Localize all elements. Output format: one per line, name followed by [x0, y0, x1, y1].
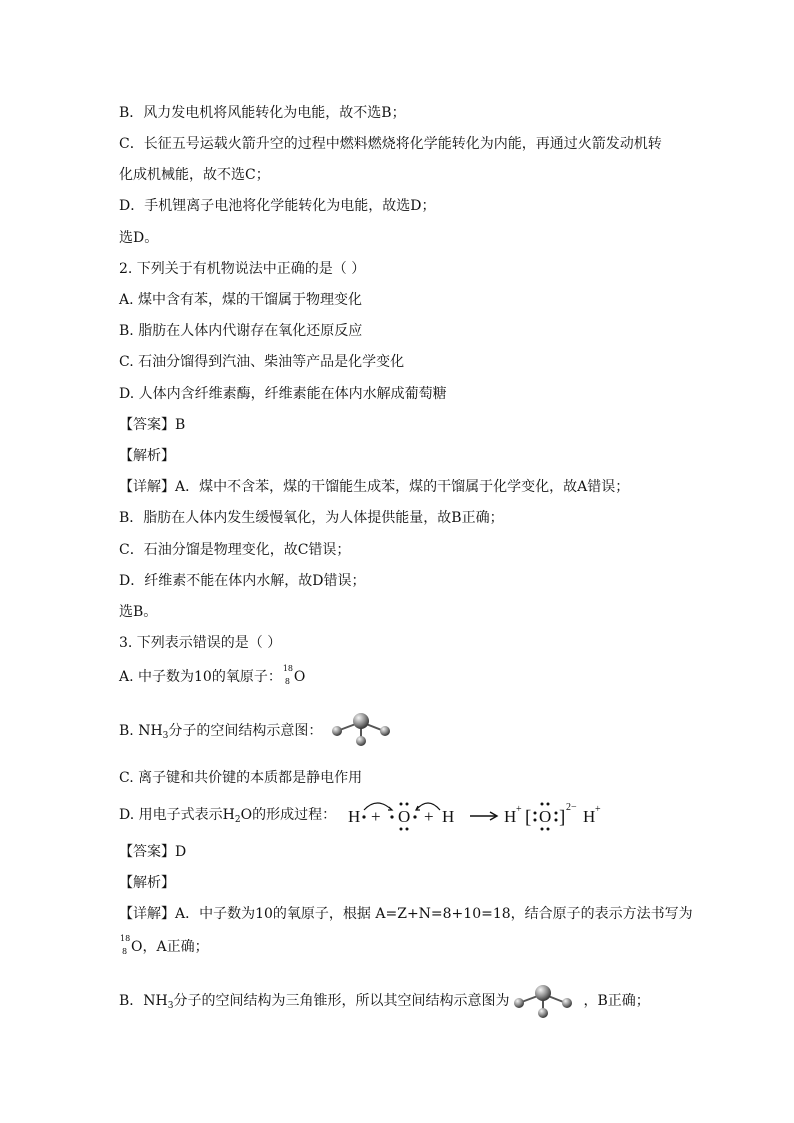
- electron-dot: [390, 815, 393, 818]
- product-o: O: [539, 807, 552, 826]
- reactant-h: H: [442, 807, 455, 826]
- electron-dot: [534, 812, 537, 815]
- analysis-label: 【解析】: [119, 875, 175, 891]
- atomic-number: 8: [122, 947, 128, 956]
- subscript: 2: [234, 815, 241, 825]
- formula: NH: [138, 723, 163, 739]
- element-symbol: O: [293, 669, 306, 685]
- h-atom: [562, 998, 572, 1008]
- electron-dot: [413, 815, 416, 818]
- mass-number: 18: [120, 934, 131, 943]
- option-text: A. 中子数为10的氧原子：: [119, 669, 282, 685]
- formula: H: [222, 807, 235, 823]
- option-a: A. 煤中含有苯，煤的干馏属于物理变化: [119, 292, 363, 308]
- superscript: +: [595, 804, 601, 815]
- h-atom: [356, 736, 366, 746]
- text-line: 化成机械能，故不选C；: [119, 167, 270, 183]
- plus-sign: +: [424, 807, 434, 826]
- option-b: [119, 722, 322, 745]
- subscript: 3: [162, 731, 169, 741]
- electron-dot-formation: [344, 796, 614, 836]
- electron-dot: [547, 803, 550, 806]
- analysis-label: 【解析】: [119, 448, 175, 464]
- h-atom: [538, 1008, 548, 1018]
- question-2: 2. 下列关于有机物说法中正确的是（ ）: [119, 261, 366, 277]
- element-symbol: O: [131, 939, 143, 955]
- detail-line: 【详解】A．煤中不含苯，煤的干馏能生成苯，煤的干馏属于化学变化，故A错误；: [119, 479, 630, 495]
- nh3-molecule-model: [326, 710, 396, 748]
- option-a: [119, 664, 306, 686]
- electron-dot: [555, 812, 558, 815]
- h-atom: [332, 726, 342, 736]
- detail-text: 分子的空间结构为三角锥形，所以其空间结构示意图为: [173, 993, 510, 1009]
- subscript: 3: [167, 1001, 174, 1011]
- detail-line: B．脂肪在人体内发生缓慢氧化，为人体提供能量，故B正确；: [119, 510, 504, 526]
- nh3-molecule-model: [508, 982, 578, 1020]
- option-prefix: B.: [119, 723, 139, 739]
- detail-line: [119, 934, 209, 956]
- text-line: C．长征五号运载火箭升空的过程中燃料燃烧将化学能转化为内能，再通过火箭发动机转: [119, 136, 662, 152]
- electron-dot: [406, 803, 409, 806]
- option-text: 的形成过程：: [252, 807, 337, 823]
- isotope-notation: [282, 664, 294, 686]
- h-atom: [380, 726, 390, 736]
- electron-dot: [534, 819, 537, 822]
- answer-label: 【答案】B: [119, 417, 186, 433]
- electron-dot: [541, 803, 544, 806]
- electron-dot: [541, 828, 544, 831]
- option-b: B. 脂肪在人体内代谢存在氧化还原反应: [119, 323, 363, 339]
- mass-number: 18: [282, 664, 294, 673]
- atomic-number: 8: [284, 677, 290, 686]
- electron-dot: [547, 828, 550, 831]
- electron-dot: [362, 815, 365, 818]
- text-line: B．风力发电机将风能转化为电能，故不选B；: [119, 105, 406, 121]
- reactant-o: O: [398, 807, 411, 826]
- electron-dot: [400, 828, 403, 831]
- option-c: C. 离子键和共价键的本质都是静电作用: [119, 770, 363, 786]
- option-d: D. 人体内含纤维素酶，纤维素能在体内水解成葡萄糖: [119, 386, 447, 402]
- product-h: H: [583, 807, 596, 826]
- plus-sign: +: [371, 807, 381, 826]
- reactant-h: H: [348, 807, 361, 826]
- product-h: H: [504, 807, 517, 826]
- answer-label: 【答案】D: [119, 844, 187, 860]
- n-atom: [535, 985, 551, 1001]
- electron-dot: [400, 803, 403, 806]
- text-line: D．手机锂离子电池将化学能转化为电能，故选D；: [119, 198, 436, 214]
- text-line: 选D。: [119, 230, 159, 246]
- detail-text: ，A正确；: [142, 939, 209, 955]
- detail-line: D．纤维素不能在体内水解，故D错误；: [119, 573, 366, 589]
- question-3: 3. 下列表示错误的是（ ）: [119, 635, 282, 651]
- option-text: 分子的空间结构示意图：: [168, 723, 323, 739]
- detail-line: 【详解】A．中子数为10的氧原子，根据 A=Z+N=8+10=18，结合原子的表示方法书写为: [119, 906, 693, 922]
- electron-dot: [555, 819, 558, 822]
- text-line: 选B。: [119, 604, 158, 620]
- isotope-notation: [119, 934, 131, 956]
- charge-superscript: 2−: [566, 802, 577, 813]
- detail-line: C．石油分馏是物理变化，故C错误；: [119, 542, 351, 558]
- option-c: C. 石油分馏得到汽油、柴油等产品是化学变化: [119, 354, 405, 370]
- option-text: D. 用电子式表示: [119, 807, 223, 823]
- superscript: +: [516, 804, 522, 815]
- formula: O: [240, 807, 253, 823]
- h-atom: [514, 998, 524, 1008]
- detail-text: ，B正确；: [583, 993, 650, 1009]
- electron-dot: [406, 828, 409, 831]
- n-atom: [353, 713, 369, 729]
- detail-text: B．NH: [119, 993, 168, 1009]
- bracket: ]: [559, 807, 566, 828]
- option-d: [119, 806, 336, 829]
- bracket: [: [525, 807, 532, 828]
